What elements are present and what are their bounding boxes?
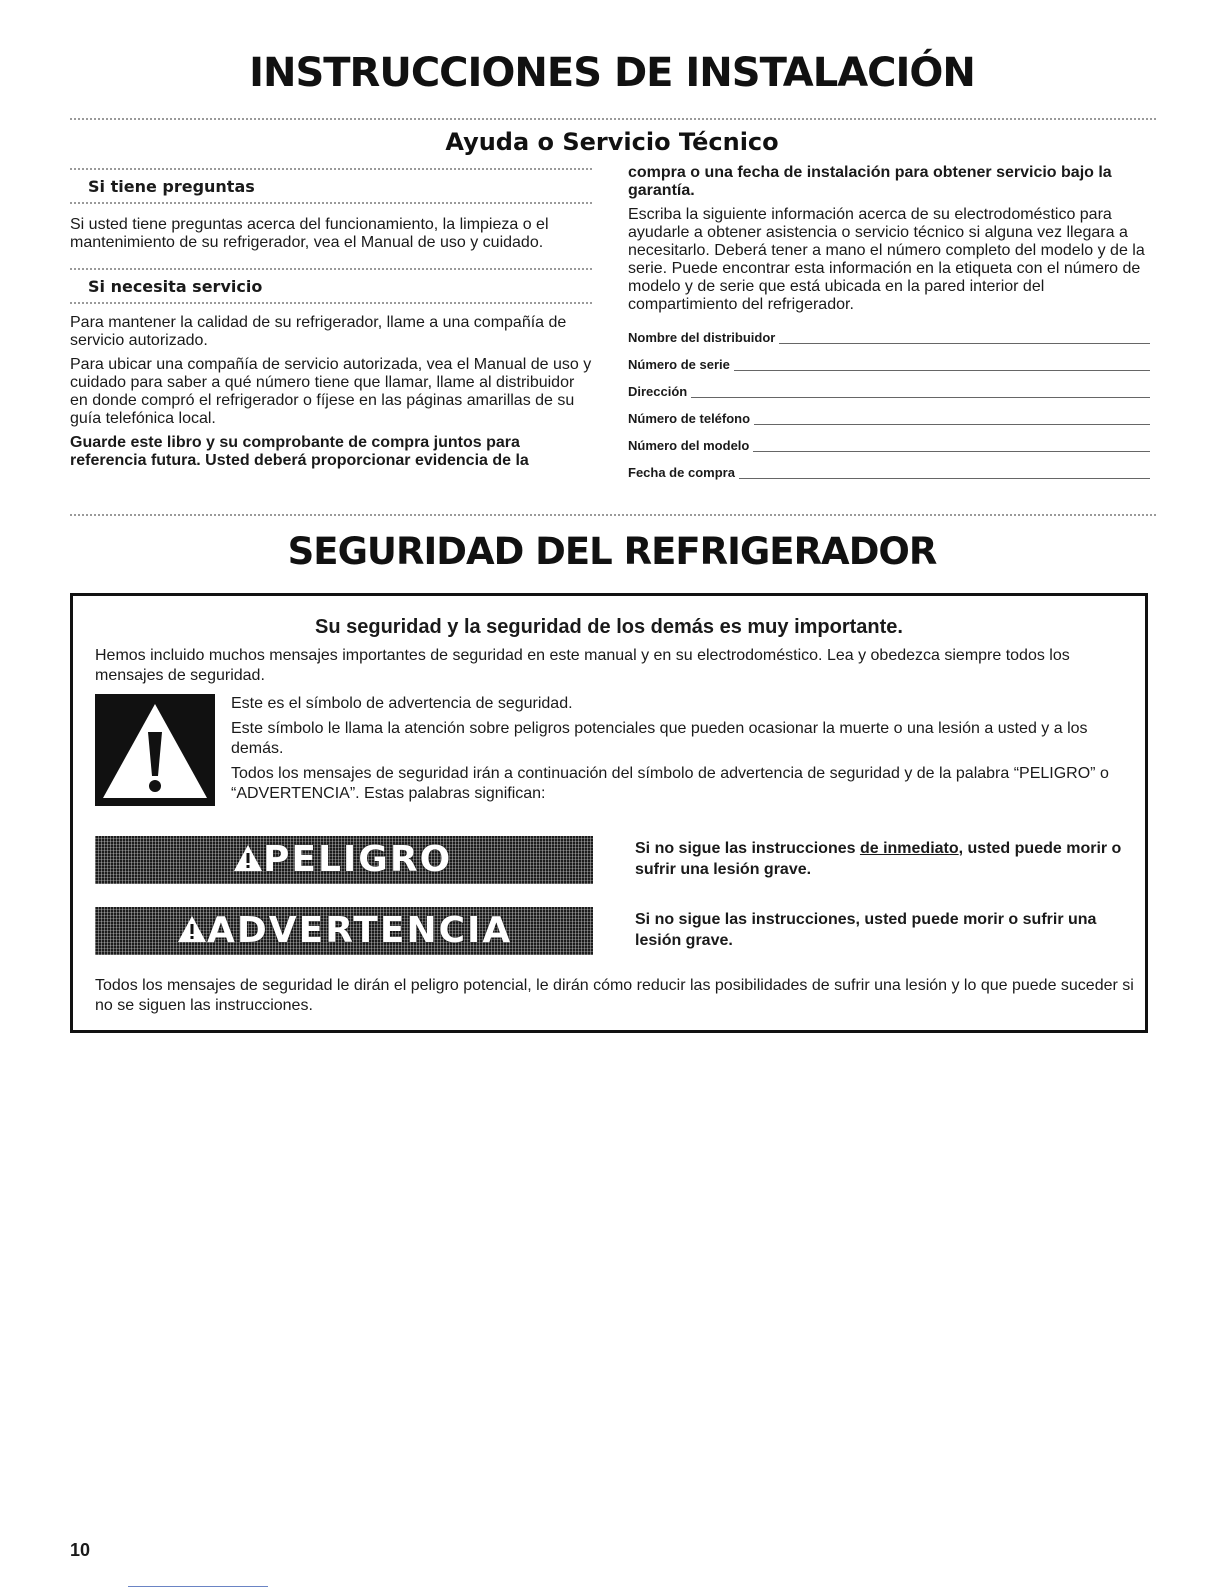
warning-triangle-icon [233, 843, 263, 873]
form-label: Número de serie [628, 357, 730, 372]
warning-signal-bar [95, 907, 593, 955]
record-info-text: Escriba la siguiente información acerca de su electrodoméstico para ayudarle a obtener asistencia o servicio técnico si alguna vez llegara a necesitarlo. Deberá tener a mano el número completo del modelo y de la serie. Puede encontrar esta información en la etiqueta con el número de modelo y de serie que está ubicada en la pared interior del compartimiento del refrigerador. [628, 206, 1145, 313]
form-label: Fecha de compra [628, 465, 735, 480]
form-field-model[interactable] [628, 428, 1150, 455]
divider [70, 514, 1156, 516]
warning-description: Si no sigue las instrucciones, usted puede morir o sufrir una lesión grave. [635, 911, 1097, 949]
symbol-line-3: Todos los mensajes de seguridad irán a continuación del símbolo de advertencia de seguridad y de la palabra “PELIGRO” o “ADVERTENCIA”. Estas palabras significan: [231, 765, 1109, 802]
help-left-column [70, 168, 592, 476]
page-title: INSTRUCCIONES DE INSTALACIÓN [249, 50, 975, 96]
form-label: Número de teléfono [628, 411, 751, 426]
symbol-explanation [231, 694, 1131, 809]
symbol-line-1: Este es el símbolo de advertencia de seguridad. [231, 695, 573, 712]
safety-heading: Su seguridad y la seguridad de los demás es muy importante. [315, 616, 903, 638]
divider [70, 302, 592, 304]
warning-triangle-icon [95, 694, 215, 806]
page-number: 10 [70, 1540, 91, 1560]
warning-word: ADVERTENCIA [177, 911, 512, 951]
form-field-purchase-date[interactable] [628, 455, 1150, 482]
form-field-distributor[interactable] [628, 320, 1150, 347]
symbol-line-2: Este símbolo le llama la atención sobre peligros potenciales que pueden ocasionar la muerte o una lesión a usted y a los demás. [231, 720, 1088, 757]
service-text-1: Para mantener la calidad de su refrigerador, llame a una compañía de servicio autorizado. [70, 314, 567, 349]
form-label: Número del modelo [628, 438, 750, 453]
form-label: Dirección [628, 384, 688, 399]
divider [70, 268, 592, 270]
section-title-safety: SEGURIDAD DEL REFRIGERADOR [287, 530, 937, 573]
form-label: Nombre del distribuidor [628, 330, 776, 345]
warning-triangle-icon [177, 914, 207, 944]
divider [70, 118, 1156, 120]
danger-description: Si no sigue las instrucciones de inmediato, usted puede morir o sufrir una lesión grave. [635, 840, 1122, 878]
service-text-2: Para ubicar una compañía de servicio autorizada, vea el Manual de uso y cuidado para saber a qué número tiene que llamar, llame al distribuidor en donde compró el refrigerador o fíjese en las páginas amarillas de su guía telefónica local. [70, 356, 592, 427]
danger-signal-bar [95, 836, 593, 884]
questions-heading: Si tiene preguntas [88, 177, 255, 196]
form-field-address[interactable] [628, 374, 1150, 401]
form-field-phone[interactable] [628, 401, 1150, 428]
warranty-text: compra o una fecha de instalación para obtener servicio bajo la garantía. [628, 164, 1112, 199]
safety-box [70, 593, 1148, 1033]
danger-word: PELIGRO [233, 840, 452, 880]
divider [70, 202, 592, 204]
section-title-help: Ayuda o Servicio Técnico [445, 128, 779, 156]
questions-text: Si usted tiene preguntas acerca del funcionamiento, la limpieza o el mantenimiento de su refrigerador, vea el Manual de uso y cuidado. [70, 216, 549, 251]
safety-closing: Todos los mensajes de seguridad le dirán el peligro potencial, le dirán cómo reducir las posibilidades de sufrir una lesión y lo que puede suceder si no se siguen las instrucciones. [95, 977, 1134, 1014]
safety-intro: Hemos incluido muchos mensajes importantes de seguridad en este manual y en su electrodoméstico. Lea y obedezca siempre todos los mensajes de seguridad. [95, 647, 1070, 684]
help-right-column [628, 164, 1150, 482]
form-field-serial[interactable] [628, 347, 1150, 374]
service-heading: Si necesita servicio [88, 277, 263, 296]
service-text-3: Guarde este libro y su comprobante de compra juntos para referencia futura. Usted deberá proporcionar evidencia de la [70, 434, 529, 469]
divider [70, 168, 592, 170]
